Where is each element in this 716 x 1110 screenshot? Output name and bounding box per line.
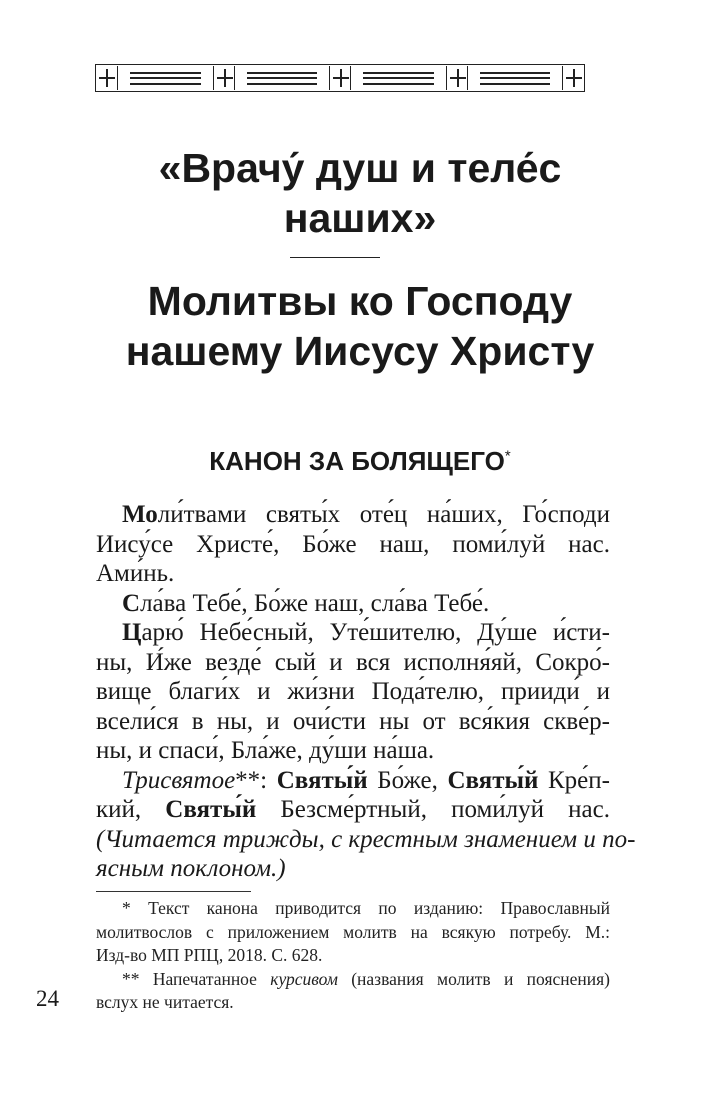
prayer-segment: ны, И́же везде́ сый и вся исполня́яй, Сокро́- — [96, 648, 610, 676]
prayer-segment: (Читается трижды, с крестным знамением и по- — [96, 825, 636, 853]
prayer-text — [96, 500, 636, 884]
prayer-segment: ясным поклоном.) — [96, 855, 286, 882]
prayer-segment: ли́твами святы́х оте́ц на́ших, Го́споди — [157, 501, 610, 528]
prayer-segment: Ц — [122, 619, 142, 646]
prayer-segment: С — [122, 589, 141, 617]
prayer-line — [96, 766, 610, 796]
section-heading-text: КАНОН ЗА БОЛЯЩЕГО — [209, 446, 505, 476]
ornament-lines — [247, 72, 318, 85]
prayer-segment: арю́ Небе́сный, Уте́шителю, Ду́ше и́сти- — [141, 619, 610, 646]
footnote-segment: молитвослов с приложением молитв на всякую потребу. М.: — [96, 921, 610, 942]
prayer-line — [96, 589, 610, 619]
ornament-lines — [480, 72, 551, 85]
chapter-title — [60, 143, 660, 243]
footnote-line — [96, 921, 610, 945]
prayer-line — [96, 559, 610, 589]
prayer-segment: **: — [235, 766, 277, 794]
prayer-line — [96, 677, 610, 707]
prayer-line — [96, 500, 610, 530]
prayer-segment: Святы́й — [276, 766, 368, 794]
prayer-segment: Святы́й — [447, 766, 539, 794]
title-divider — [290, 257, 380, 258]
ornament-cross-icon — [213, 66, 235, 90]
prayer-segment: Мо — [122, 501, 158, 528]
prayer-segment: Трисвятое — [122, 766, 236, 794]
prayer-segment: ла́ва Тебе́, Бо́же наш, сла́ва Тебе́. — [140, 589, 490, 617]
prayer-segment: Безсме́ртный, поми́луй нас. — [256, 796, 610, 823]
prayer-segment: вище благи́х и жи́зни Пода́телю, прииди́ и — [96, 678, 610, 705]
footnote-segment: * Текст канона приводится по изданию: Православный — [122, 898, 610, 918]
chapter-subtitle — [60, 276, 660, 376]
prayer-line — [96, 736, 610, 766]
footnote-line — [96, 991, 610, 1015]
chapter-subtitle-line: нашему Иисусу Христу — [125, 328, 595, 374]
prayer-segment: Кре́п- — [538, 766, 610, 794]
prayer-line — [96, 618, 610, 648]
footnote-segment: ** Напечатанное — [122, 968, 271, 989]
ornament-cross-icon — [329, 66, 351, 90]
prayer-segment: кий, — [96, 796, 166, 823]
footnote-line — [96, 944, 610, 968]
chapter-title-line: наших» — [283, 195, 437, 241]
ornament-cross-icon — [96, 66, 118, 90]
footnote-segment: Изд-во МП РПЦ, 2018. С. 628. — [96, 945, 323, 965]
prayer-segment: ны, и спаси́, Бла́же, ду́ши на́ша. — [96, 737, 435, 764]
page-number: 24 — [36, 986, 59, 1011]
footnote-divider — [96, 891, 251, 892]
prayer-segment: Бо́же, — [367, 766, 448, 794]
footnote-segment: (названия молитв и пояснения) — [337, 968, 610, 989]
footnotes — [96, 897, 610, 1015]
header-ornament — [95, 64, 585, 92]
footnote-segment: вслух не читается. — [96, 992, 234, 1012]
prayer-line — [96, 648, 610, 678]
ornament-cross-icon — [446, 66, 468, 90]
prayer-segment: Ами́нь. — [96, 560, 175, 587]
chapter-subtitle-line: Молитвы ко Господу — [147, 278, 573, 324]
prayer-line — [96, 854, 610, 884]
prayer-line — [96, 707, 610, 737]
ornament-cross-icon — [562, 66, 584, 90]
prayer-segment: всели́ся в ны, и очи́сти ны от вся́кия скве́р- — [96, 707, 610, 735]
footnote-line — [96, 968, 610, 992]
footnote-segment: курсивом — [270, 968, 338, 989]
footnote-line — [96, 897, 610, 921]
prayer-segment: Святы́й — [165, 796, 257, 823]
ornament-lines — [130, 72, 201, 85]
prayer-line — [96, 825, 636, 855]
footnote-mark: * — [504, 447, 511, 465]
prayer-line — [96, 795, 610, 825]
section-heading — [60, 446, 660, 477]
chapter-title-line: «Врачу́ душ и теле́с — [158, 145, 562, 191]
prayer-line — [96, 530, 610, 560]
prayer-segment: Иису́се Христе́, Бо́же наш, поми́луй нас. — [96, 530, 610, 558]
ornament-lines — [363, 72, 434, 85]
